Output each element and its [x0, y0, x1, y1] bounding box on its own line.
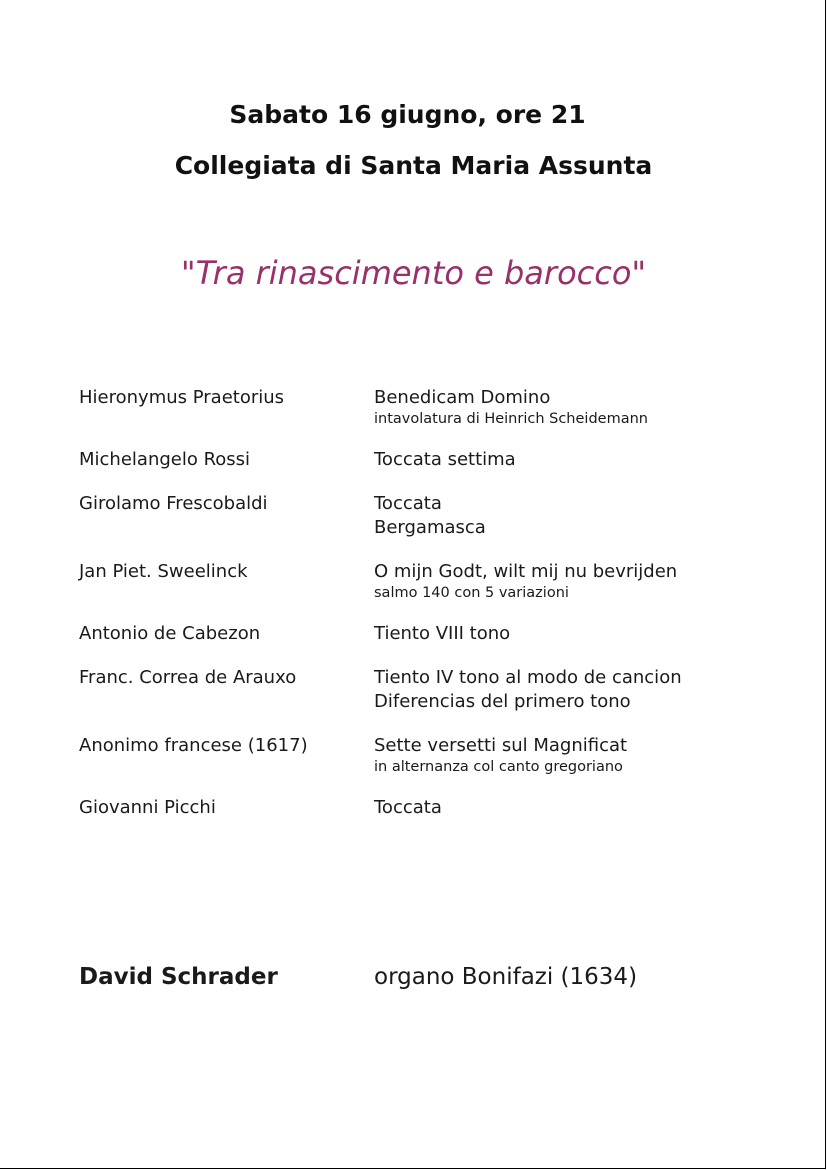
- work-title: Toccata: [374, 493, 442, 514]
- program-works: [374, 796, 759, 820]
- work-title: Toccata settima: [374, 449, 516, 470]
- program-list: [79, 386, 759, 840]
- composer-name: Jan Piet. Sweelinck: [79, 561, 248, 582]
- work-note: in alternanza col canto gregoriano: [374, 759, 623, 775]
- composer-name: Franc. Correa de Arauxo: [79, 667, 297, 688]
- concert-venue: Collegiata di Santa Maria Assunta: [174, 151, 653, 180]
- program-works: [374, 386, 759, 428]
- work-title: Tiento IV tono al modo de cancion: [374, 667, 682, 688]
- program-works: [374, 448, 759, 472]
- program-works: [374, 560, 759, 602]
- program-row: [79, 492, 759, 540]
- composer-name: Giovanni Picchi: [79, 797, 216, 818]
- program-row: [79, 734, 759, 776]
- work-title: O mijn Godt, wilt mij nu bevrijden: [374, 561, 678, 582]
- concert-date-time: Sabato 16 giugno, ore 21: [229, 100, 586, 129]
- program-row: [79, 796, 759, 820]
- composer-name: Michelangelo Rossi: [79, 449, 251, 470]
- work-note: intavolatura di Heinrich Scheidemann: [374, 411, 648, 427]
- work-title: Benedicam Domino: [374, 387, 551, 408]
- composer-name: Anonimo francese (1617): [79, 735, 308, 756]
- program-row: [79, 622, 759, 646]
- work-title: Tiento VIII tono: [374, 623, 511, 644]
- performer-instrument: organo Bonifazi (1634): [374, 964, 638, 990]
- performer-name: David Schrader: [79, 964, 278, 990]
- work-note: salmo 140 con 5 variazioni: [374, 585, 569, 601]
- program-works: [374, 666, 759, 714]
- performer-line: [79, 964, 637, 990]
- composer-name: Antonio de Cabezon: [79, 623, 261, 644]
- composer-name: Girolamo Frescobaldi: [79, 493, 268, 514]
- work-title: Diferencias del primero tono: [374, 691, 631, 712]
- program-row: [79, 448, 759, 472]
- concert-title: "Tra rinascimento e barocco": [180, 254, 647, 292]
- program-row: [79, 386, 759, 428]
- program-row: [79, 666, 759, 714]
- work-title: Bergamasca: [374, 517, 486, 538]
- composer-name: Hieronymus Praetorius: [79, 387, 285, 408]
- program-row: [79, 560, 759, 602]
- work-title: Sette versetti sul Magnificat: [374, 735, 628, 756]
- work-title: Toccata: [374, 797, 442, 818]
- program-works: [374, 622, 759, 646]
- program-works: [374, 492, 759, 540]
- program-works: [374, 734, 759, 776]
